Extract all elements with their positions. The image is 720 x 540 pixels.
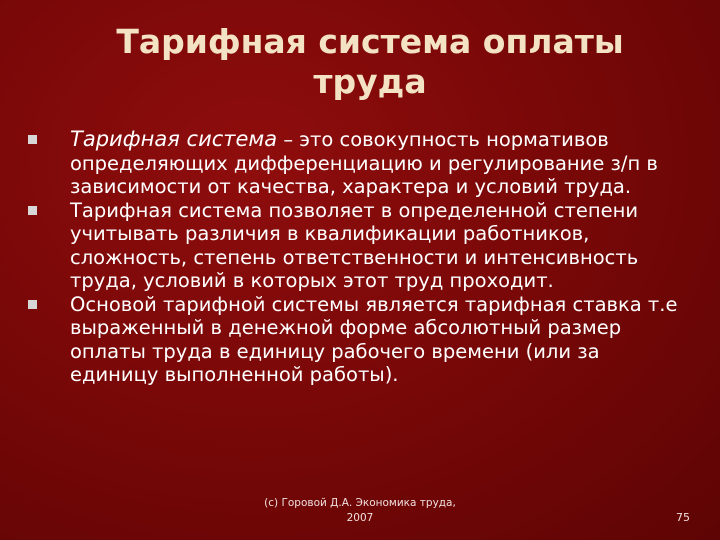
title-line-2: труда (313, 61, 427, 101)
bullet-item-basis (24, 293, 694, 387)
bullet-item-differences (24, 199, 694, 293)
bullet-text: Тарифная система позволяет в определенной степени учитывать различия в квалификации работников, сложность, степень ответственности и интенсивность труда, условий в которых этот труд проходит. (70, 198, 639, 292)
page-number: 75 (676, 511, 690, 524)
bullet-text: – это совокупность нормативов определяющих дифференциацию и регулирование з/п в зависимости от качества, характера и условий труда. (70, 128, 658, 198)
square-bullet-icon (28, 135, 37, 144)
bullet-list (24, 128, 694, 387)
square-bullet-icon (28, 206, 37, 215)
footer-copyright (230, 496, 490, 526)
bullet-text: Основой тарифной системы является тарифная ставка т.е выраженный в денежной форме абсолютный размер оплаты труда в единицу рабочего времени (или за единицу выполненной работы). (70, 292, 678, 386)
title-line-1: Тарифная система оплаты (116, 22, 624, 61)
square-bullet-icon (28, 300, 37, 309)
footer-line-2: 2007 (346, 512, 374, 524)
footer-line-1: (c) Горовой Д.А. Экономика труда, (264, 497, 456, 509)
slide-title (60, 22, 680, 101)
bullet-item-definition (24, 128, 694, 199)
bullet-term: Тарифная система (70, 127, 278, 151)
